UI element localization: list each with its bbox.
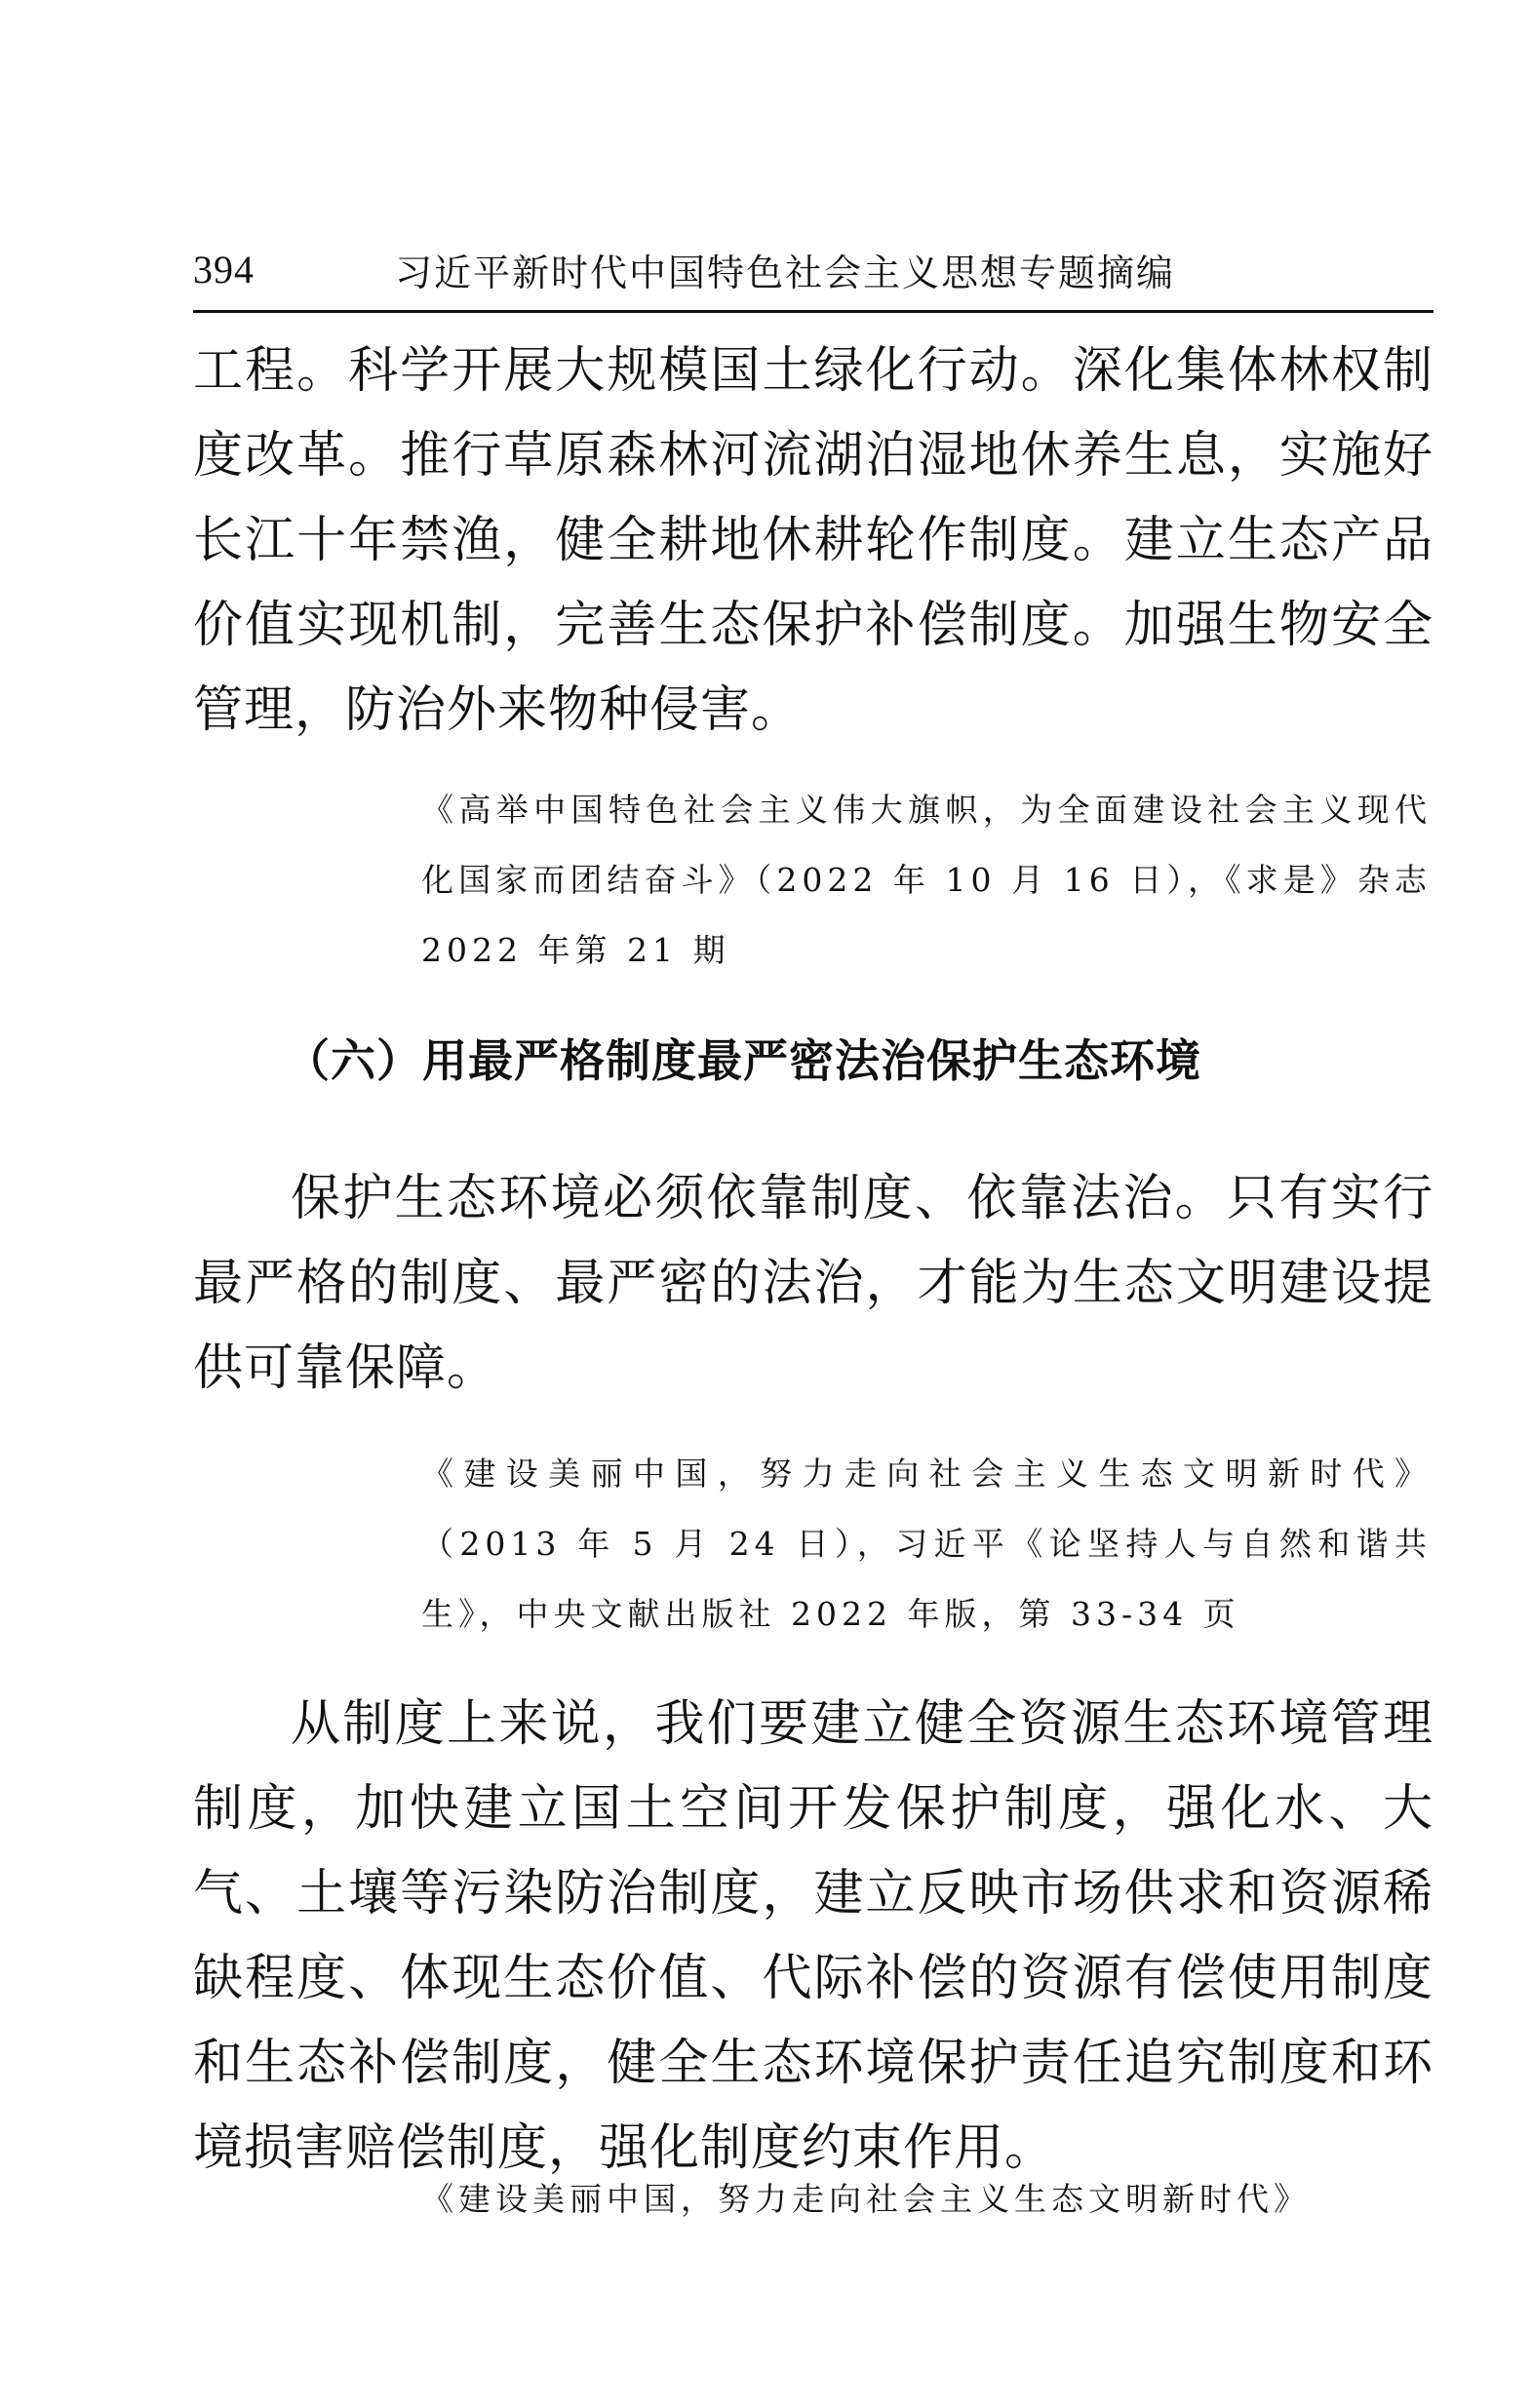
page-number: 394	[193, 248, 255, 291]
header-rule	[193, 310, 1434, 313]
body-paragraph-2: 保护生态环境必须依靠制度、依靠法治。只有实行最严格的制度、最严密的法治，才能为生态文明建设提供可靠保障。	[193, 1170, 1434, 1397]
running-title: 习近平新时代中国特色社会主义思想专题摘编	[395, 252, 1176, 294]
body-paragraph-3: 从制度上来说，我们要建立健全资源生态环境管理制度，加快建立国土空间开发保护制度，强化水、大气、土壤等污染防治制度，建立反映市场供求和资源稀缺程度、体现生态价值、代际补偿的资源有偿使用制度和生态补偿制度，健全生态环境保护责任追究制度和环境损害赔偿制度，强化制度约束作用。	[193, 1695, 1434, 2177]
body-paragraph-1: 工程。科学开展大规模国土绿化行动。深化集体林权制度改革。推行草原森林河流湖泊湿地休养生息，实施好长江十年禁渔，健全耕地休耕轮作制度。建立生态产品价值实现机制，完善生态保护补偿制度。加强生物安全管理，防治外来物种侵害。	[193, 342, 1434, 739]
page-header	[193, 239, 1434, 307]
citation-1: 《高举中国特色社会主义伟大旗帜，为全面建设社会主义现代化国家而团结奋斗》（2022 年 10 月 16 日），《求是》杂志 2022 年第 21 期	[421, 791, 1432, 969]
citation-2: 《建设美丽中国，努力走向社会主义生态文明新时代》（2013 年 5 月 24 日），习近平《论坚持人与自然和谐共生》，中央文献出版社 2022 年版，第 33-34 页	[421, 1455, 1432, 1633]
citation-3: 《建设美丽中国，努力走向社会主义生态文明新时代》	[421, 2180, 1311, 2218]
section-heading: （六）用最严格制度最严密法治保护生态环境	[285, 1034, 1201, 1087]
